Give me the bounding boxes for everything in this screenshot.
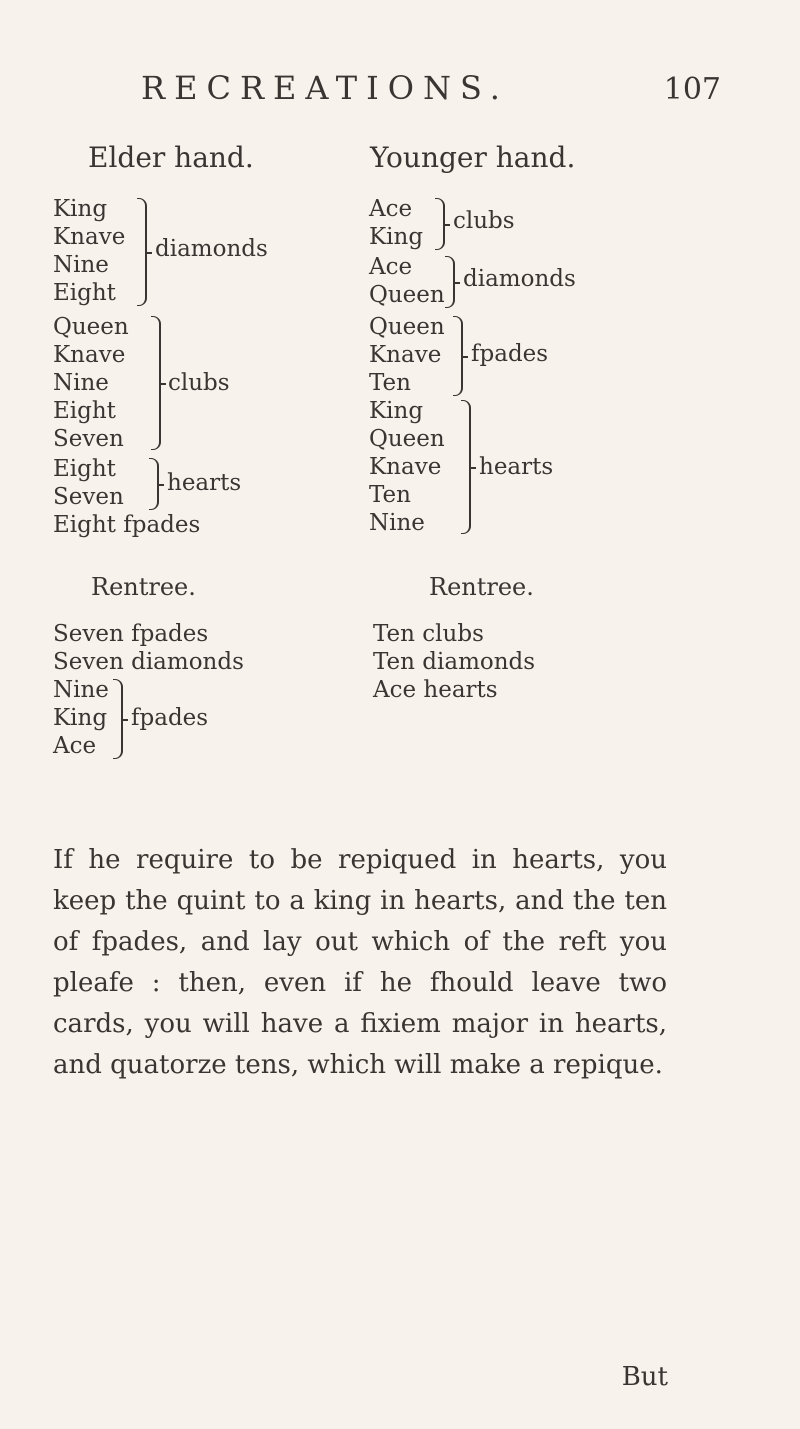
suit-label: hearts <box>167 470 242 496</box>
card-line: Eight fpades <box>53 512 201 538</box>
suit-label: clubs <box>453 208 515 234</box>
card-line: Seven diamonds <box>53 649 244 675</box>
card-line: Eight <box>53 280 116 306</box>
card-line: Seven <box>53 484 124 510</box>
running-head: RECREATIONS. <box>141 69 509 107</box>
card-line: Knave <box>53 342 126 368</box>
card-line: Queen <box>53 314 129 340</box>
card-line: King <box>53 705 108 731</box>
page-number: 107 <box>663 72 721 107</box>
suit-label: hearts <box>479 454 554 480</box>
card-line: Queen <box>369 314 445 340</box>
brace-icon <box>435 198 445 250</box>
card-line: Queen <box>369 426 445 452</box>
suit-label: diamonds <box>155 236 268 262</box>
card-line: Ace hearts <box>373 677 498 703</box>
card-line: Nine <box>53 370 109 396</box>
card-line: Queen <box>369 282 445 308</box>
card-line: Ten <box>369 370 411 396</box>
body-paragraph: If he require to be repiqued in hearts, you keep the quint to a king in hearts, and the ten of fpades, and lay out which of the reft you pleafe : then, even if he fhould leave two cards, you will have a fixiem major in hearts, and quatorze tens, which will make a repique. <box>53 845 667 1080</box>
brace-icon <box>445 256 455 308</box>
catchword: But <box>621 1362 668 1392</box>
brace-icon <box>113 679 123 759</box>
card-line: Nine <box>53 677 109 703</box>
younger-hand-title: Younger hand. <box>370 141 576 174</box>
card-line: Knave <box>369 454 442 480</box>
card-line: Ace <box>53 733 97 759</box>
card-line: Seven fpades <box>53 621 209 647</box>
card-line: King <box>369 224 424 250</box>
brace-icon <box>461 400 471 534</box>
card-line: Ace <box>369 196 413 222</box>
suit-label: clubs <box>168 370 230 396</box>
card-line: King <box>53 196 108 222</box>
younger-rentree-list <box>373 620 535 704</box>
brace-icon <box>453 316 463 396</box>
card-line: Nine <box>53 252 109 278</box>
card-line: Knave <box>53 224 126 250</box>
page-header <box>141 68 721 118</box>
suit-label: fpades <box>471 341 549 367</box>
younger-rentree-title: Rentree. <box>429 573 534 601</box>
elder-hand-title: Elder hand. <box>88 141 254 174</box>
card-line: Knave <box>369 342 442 368</box>
suit-label: fpades <box>131 705 209 731</box>
suit-label: diamonds <box>463 266 576 292</box>
card-line: Ten clubs <box>373 621 484 647</box>
brace-icon <box>137 198 147 306</box>
card-line: Seven <box>53 426 124 452</box>
card-line: Eight <box>53 398 116 424</box>
brace-icon <box>151 316 161 450</box>
elder-rentree-list <box>53 620 244 676</box>
elder-rentree-title: Rentree. <box>91 573 196 601</box>
card-line: Nine <box>369 510 425 536</box>
card-line: Ace <box>369 254 413 280</box>
card-line: Ten diamonds <box>373 649 536 675</box>
card-line: King <box>369 398 424 424</box>
card-line: Eight <box>53 456 116 482</box>
card-line: Ten <box>369 482 411 508</box>
brace-icon <box>149 458 159 510</box>
